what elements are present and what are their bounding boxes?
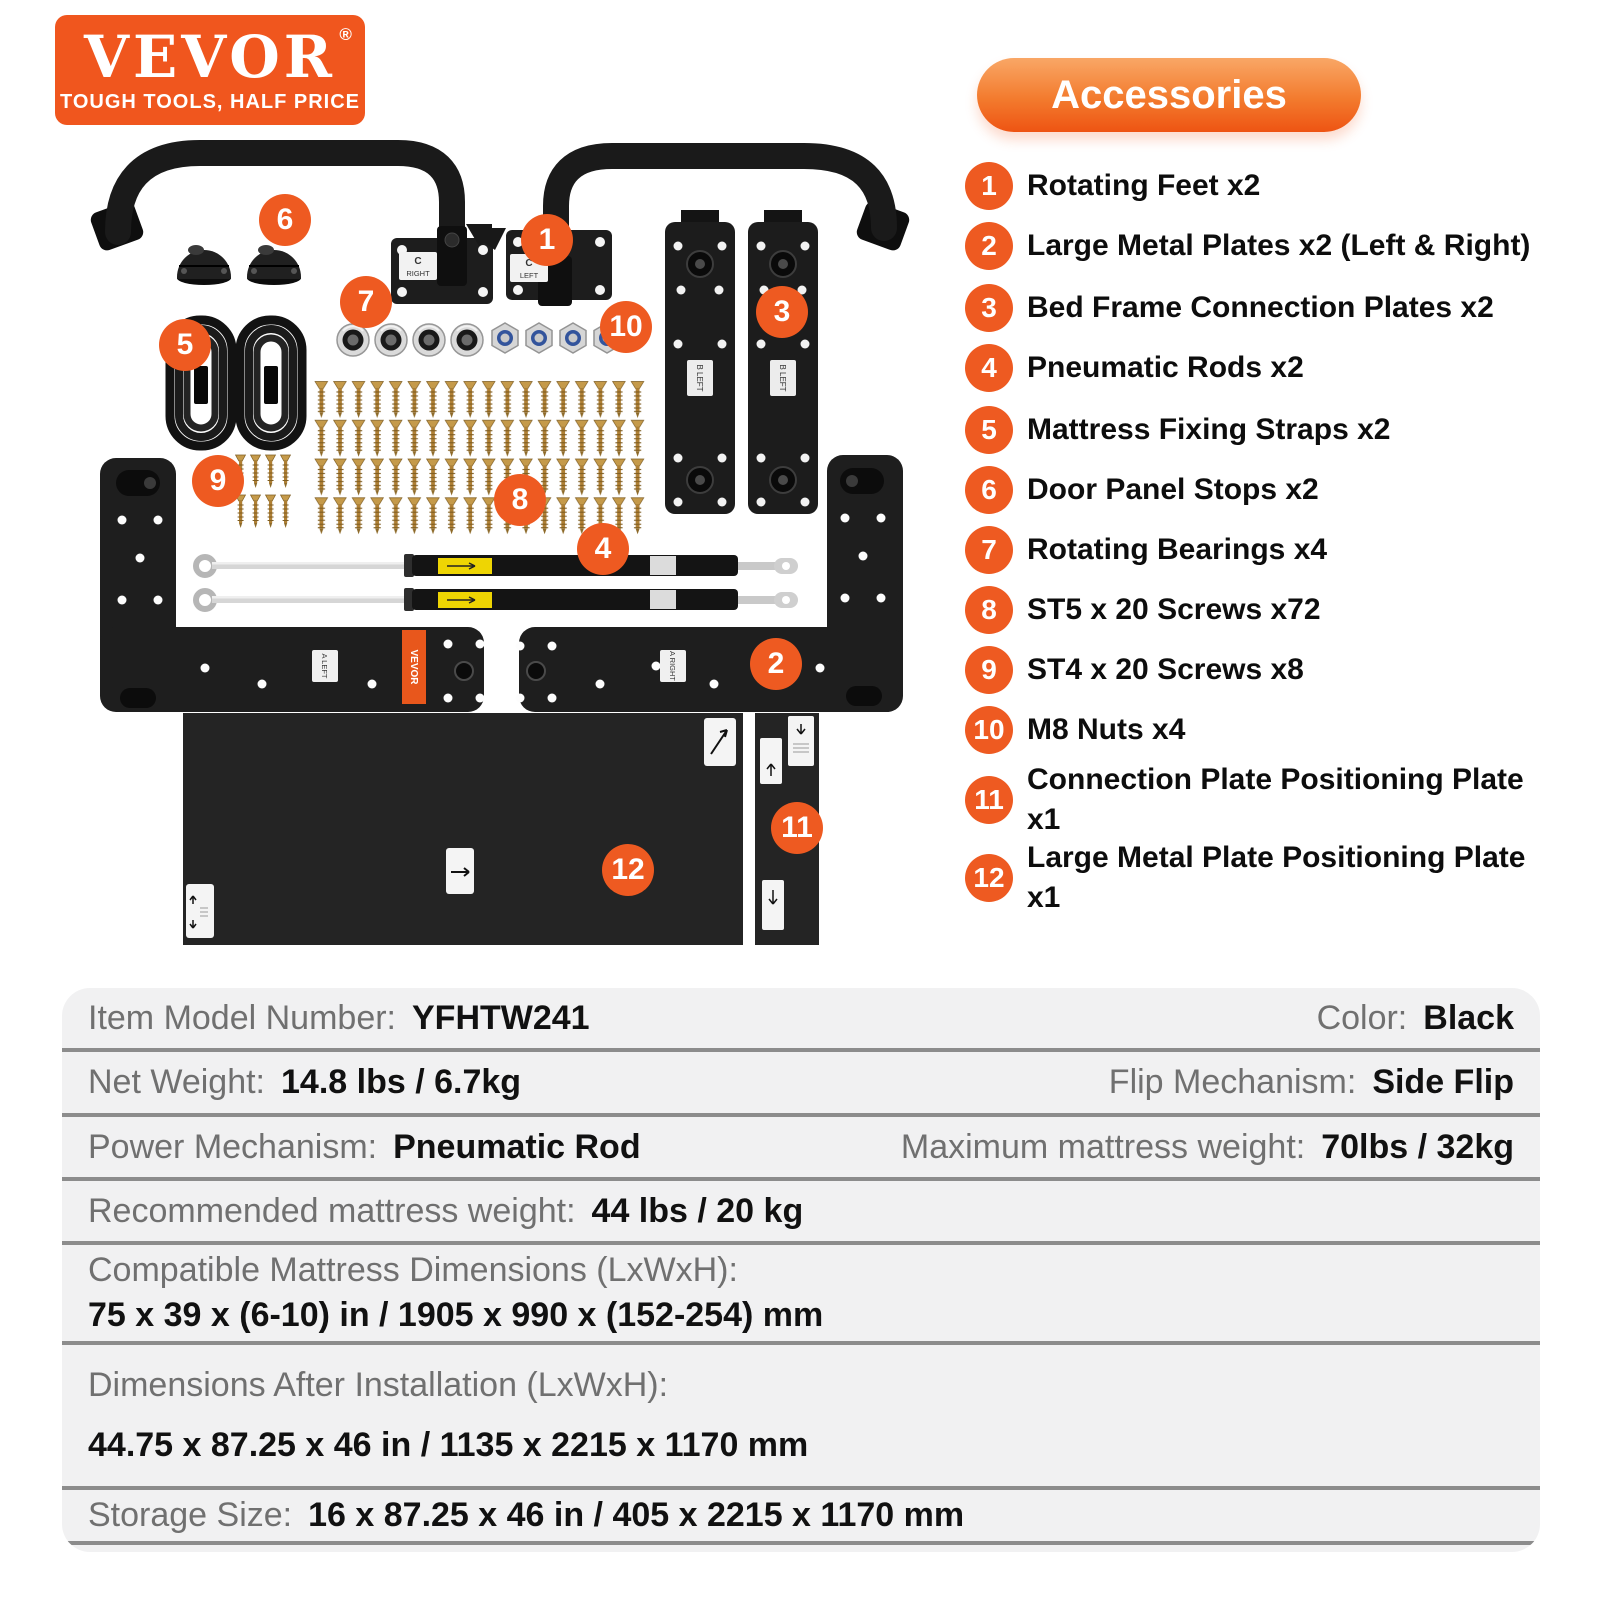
spec-value: 70lbs / 32kg — [1321, 1127, 1514, 1166]
spec-row-recommended-weight — [62, 1181, 1540, 1245]
spec-label: Dimensions After Installation (LxWxH): — [88, 1366, 669, 1404]
spec-value: 75 x 39 x (6-10) in / 1905 x 990 x (152-254) mm — [88, 1296, 824, 1334]
registered-mark-icon: ® — [339, 25, 356, 44]
accessory-item-2 — [965, 222, 1600, 270]
diagram-badge-9: 9 — [192, 455, 244, 507]
accessory-number-badge: 1 — [965, 162, 1013, 210]
accessory-number-badge: 2 — [965, 222, 1013, 270]
accessory-item-5 — [965, 406, 1600, 454]
diagram-badge-2: 2 — [750, 638, 802, 690]
accessory-label: ST5 x 20 Screws x72 — [1027, 593, 1321, 626]
accessory-number-badge: 7 — [965, 526, 1013, 574]
st4-screws — [233, 452, 293, 532]
sticker-b-left-1: B LEFT — [695, 364, 704, 392]
diagram-badge-6: 6 — [259, 194, 311, 246]
spec-cell — [1109, 1063, 1514, 1102]
accessory-item-7 — [965, 526, 1600, 574]
spec-row-storage-size — [62, 1490, 1540, 1545]
spec-label: Recommended mattress weight: — [88, 1191, 576, 1230]
sticker-a-left: A LEFT — [320, 653, 329, 679]
accessories-header: Accessories — [977, 58, 1361, 132]
door-panel-stops — [177, 245, 301, 285]
accessory-number-badge: 10 — [965, 706, 1013, 754]
accessory-label: Connection Plate Positioning Plate x1 — [1027, 763, 1524, 836]
diagram-badge-4: 4 — [577, 523, 629, 575]
spec-label: Storage Size: — [88, 1496, 293, 1534]
spec-label: Item Model Number: — [88, 998, 396, 1037]
spec-value: Black — [1423, 998, 1514, 1037]
spec-cell — [88, 1496, 964, 1535]
spec-value: 14.8 lbs / 6.7kg — [281, 1063, 522, 1101]
spec-cell — [88, 999, 590, 1038]
accessory-item-8 — [965, 586, 1600, 634]
accessory-label: Rotating Feet x2 — [1027, 169, 1261, 202]
pneumatic-rods — [196, 554, 798, 611]
accessory-number-badge: 8 — [965, 586, 1013, 634]
brand-wordmark — [84, 23, 356, 91]
spec-row-compatible-dimensions — [62, 1245, 1540, 1345]
spec-cell — [901, 1128, 1514, 1167]
spec-value: 44 lbs / 20 kg — [591, 1191, 804, 1230]
accessory-item-9 — [965, 646, 1600, 694]
accessory-label: Rotating Bearings x4 — [1027, 533, 1328, 566]
accessory-number-badge: 4 — [965, 344, 1013, 392]
rotating-bearings — [337, 324, 483, 356]
spec-row-weight — [62, 1052, 1540, 1117]
accessory-label: ST4 x 20 Screws x8 — [1027, 653, 1304, 686]
spec-row-model — [62, 988, 1540, 1052]
accessory-item-11 — [965, 760, 1527, 840]
connection-plate-1 — [665, 210, 735, 514]
spec-cell — [1317, 999, 1514, 1038]
accessory-label: Pneumatic Rods x2 — [1027, 351, 1304, 384]
spec-label: Net Weight: — [88, 1063, 266, 1101]
diagram-badge-11: 11 — [771, 802, 823, 854]
vevor-logo — [55, 15, 365, 125]
sticker-b-left-2: B LEFT — [778, 364, 787, 392]
diagram-badge-1: 1 — [521, 214, 573, 266]
spec-value: Side Flip — [1372, 1063, 1514, 1101]
brand-tagline: TOUGH TOOLS, HALF PRICE — [59, 91, 361, 113]
diagram-badge-12: 12 — [602, 844, 654, 896]
sticker-c-left-line1: C — [525, 258, 533, 269]
sticker-vevor: VEVOR — [408, 649, 419, 685]
accessory-item-6 — [965, 466, 1600, 514]
accessory-label: Large Metal Plate Positioning Plate x1 — [1027, 841, 1526, 914]
diagram-badge-5: 5 — [159, 319, 211, 371]
accessory-label: M8 Nuts x4 — [1027, 713, 1186, 746]
diagram-badge-10: 10 — [600, 301, 652, 353]
brand-name: VEVOR — [84, 23, 336, 91]
spec-label: Color: — [1316, 998, 1408, 1037]
accessory-number-badge: 5 — [965, 406, 1013, 454]
accessory-item-10 — [965, 706, 1600, 754]
spec-label: Compatible Mattress Dimensions (LxWxH): — [88, 1251, 738, 1289]
st5-screws — [312, 380, 647, 535]
accessory-label: Mattress Fixing Straps x2 — [1027, 413, 1391, 446]
accessory-item-3 — [965, 284, 1600, 332]
connection-plate-2 — [748, 210, 818, 514]
accessory-number-badge: 9 — [965, 646, 1013, 694]
accessory-number-badge: 11 — [965, 776, 1013, 824]
accessory-label: Bed Frame Connection Plates x2 — [1027, 291, 1494, 324]
spec-cell — [88, 1128, 641, 1167]
sticker-a-right: A RIGHT — [668, 650, 677, 682]
accessory-number-badge: 12 — [965, 854, 1013, 902]
spec-cell — [88, 1063, 521, 1102]
accessory-label: Door Panel Stops x2 — [1027, 473, 1319, 506]
accessory-number-badge: 6 — [965, 466, 1013, 514]
diagram-badge-8: 8 — [494, 474, 546, 526]
spec-value: YFHTW241 — [412, 998, 590, 1037]
accessory-item-1 — [965, 162, 1600, 210]
accessory-number-badge: 3 — [965, 284, 1013, 332]
sticker-c-right-line2: RIGHT — [406, 269, 430, 278]
positioning-panel-large — [183, 713, 743, 945]
diagram-badge-7: 7 — [340, 276, 392, 328]
accessory-item-12 — [965, 838, 1527, 918]
accessory-item-4 — [965, 344, 1600, 392]
spec-value: 44.75 x 87.25 x 46 in / 1135 x 2215 x 1170 mm — [88, 1426, 809, 1464]
spec-label: Power Mechanism: — [88, 1127, 378, 1166]
diagram-badge-3: 3 — [756, 286, 808, 338]
spec-value: Pneumatic Rod — [393, 1127, 641, 1166]
spec-row-installed-dimensions — [62, 1345, 1540, 1490]
spec-cell — [88, 1192, 803, 1231]
spec-label: Flip Mechanism: — [1108, 1063, 1357, 1101]
spec-label: Maximum mattress weight: — [900, 1127, 1306, 1166]
spec-row-mechanism — [62, 1117, 1540, 1181]
sticker-c-left-line2: LEFT — [519, 271, 539, 280]
sticker-c-right-line1: C — [414, 256, 422, 267]
spec-table — [62, 988, 1540, 1552]
spec-value: 16 x 87.25 x 46 in / 405 x 2215 x 1170 mm — [308, 1496, 965, 1534]
accessory-label: Large Metal Plates x2 (Left & Right) — [1027, 229, 1531, 262]
